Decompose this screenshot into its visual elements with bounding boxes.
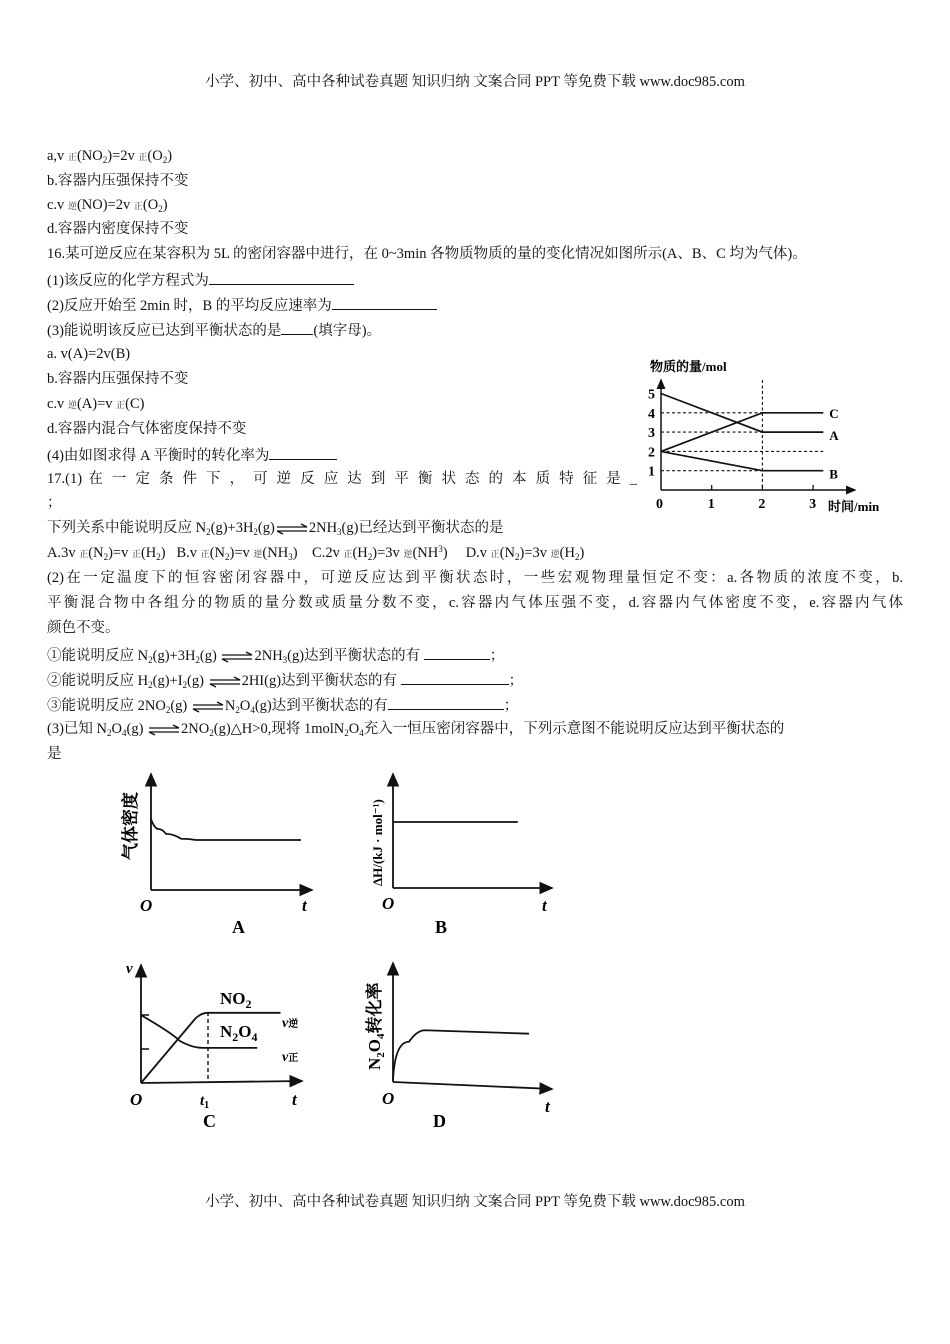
graph-d [364,963,552,1131]
graph-a [120,774,312,937]
x-tick-label: 2 [758,497,766,512]
q17-sub3: ③能说明反应 $2NO_2(g)$ $N_2O_4(g)$达到平衡状态的有 ； [47,695,518,715]
y-tick-label: 4 [648,406,655,422]
graph-c-xlabel: t [292,1090,297,1109]
x-tick-label: 3 [809,497,817,512]
graph-d-ylabel: $N_2O_4$转化率 [365,982,387,1070]
graph-b-ylabel: ΔH/(kJ · mol⁻¹) [370,799,385,886]
graph-c-t1-label: $t_1$ [200,1093,210,1111]
q16-part3: (3)能说明该反应已达到平衡状态的是 (填字母)。 [47,320,381,340]
x-tick-label: 1 [707,497,715,512]
q16-stem: 16.某可逆反应在某容积为 5L 的密闭容器中进行，在 0~3min 各物质物质的量的变化情况如图所示(A、B、C 均为气体)。 [47,246,807,262]
y-tick-label: 1 [648,464,655,480]
q17-option-a: A.3v 正$(N_2)=v$ 正$(H_2)$ [47,545,166,562]
answer-blank[interactable] [388,695,504,710]
graph-d-conversion-curve [393,1030,529,1079]
q17-options [47,544,584,563]
origin-label: 0 [656,497,663,512]
equilibrium-arrow-icon [220,651,254,663]
graph-d-x-axis [393,1082,552,1089]
q17-option-c: C.2v 正$(H_2)=3v$ 逆$(NH^3)$ [312,544,448,562]
answer-blank[interactable] [209,270,354,285]
series-label-C: C [829,405,839,421]
series-label-A: A [829,428,839,444]
graph-c-panel-label: C [203,1111,216,1131]
graph-c-no2-label: $NO_2$ [220,989,252,1011]
q17-relation-intro: 下列关系中能说明反应 $N_2(g)+3H_2(g)$ $2NH_3(g)$已经达到平衡状态的是 [47,520,504,537]
prev-option-b: b.容器内压强保持不变 [47,173,189,189]
graph-a-panel-label: A [232,917,245,937]
graph-c-n2o4-label: $N_2O_4$ [220,1022,258,1044]
q17-graphs [100,770,600,1160]
equilibrium-arrow-icon [208,676,242,688]
graph-c-ylabel: v [126,961,133,977]
prev-option-a: a,v 正$(NO_2)=2v$ 正$(O_2)$ [47,148,173,165]
q17-option-d: D.v 正$(N_2)=3v$ 逆$(H_2)$ [465,545,585,562]
graph-c [126,961,302,1131]
equilibrium-arrow-icon [191,701,225,713]
series-label-B: B [829,466,838,482]
q16-option-a: a. v(A)=2v(B) [47,346,131,362]
graph-c-x-axis [141,1081,302,1083]
graph-c-v-forward-label: v正 [282,1050,299,1065]
prev-option-c: c.v 逆(NO)=2v 正$(O_2)$ [47,197,168,214]
q17-sub2: ②能说明反应 $H_2(g)+I_2(g)$ 2HI(g)达到平衡状态的有 ； [47,670,523,690]
q17-part3: (3)已知 $N_2O_4(g)$ $2NO_2(g)\triangle H>0$,现将 $1molN_2O_4$充入一恒压密闭容器中，下列示意图不能说明反应达到平衡状态的 [47,721,785,738]
graph-b-panel-label: B [435,917,448,937]
q16-option-d: d.容器内混合气体密度保持不变 [47,421,247,437]
chart-xlabel: 时间/min [828,499,880,514]
graph-d-panel-label: D [433,1111,446,1131]
q16-part4: (4)由如图求得 A 平衡时的转化率为 [47,445,337,465]
graph-c-origin: O [130,1090,143,1109]
q16-part2: (2)反应开始至 2min 时，B 的平均反应速率为 [47,295,437,315]
graph-c-v-reverse-label: v逆 [282,1016,299,1031]
graph-b-xlabel: t [542,896,547,915]
q17-part2-line2: 平衡混合物中各组分的物质的量分数或质量分数不变，c.容器内气体压强不变，d.容器内气体密度不变，e.容器内气体 [47,595,903,611]
q17-option-b: B.v 正$(N_2)=v$ 逆$(NH_3)$ [176,545,298,562]
graph-b-origin: O [382,894,395,913]
graph-a-origin: O [140,896,153,915]
q17-sub1: ①能说明反应 $N_2(g)+3H_2(g)$ $2NH_3(g)$达到平衡状态的有 ； [47,645,504,665]
q17-part3-line2: 是 [47,746,62,762]
q17-part2-line3: 颜色不变。 [47,620,120,636]
page-footer: 小学、初中、高中各种试卷真题 知识归纳 文案合同 PPT 等免费下载 www.doc985.com [205,1194,745,1210]
graph-d-xlabel: t [545,1097,550,1116]
q16-option-c: c.v 逆(A)=v 正(C) [47,396,145,412]
graph-a-density-curve [151,819,301,840]
page-header: 小学、初中、高中各种试卷真题 知识归纳 文案合同 PPT 等免费下载 www.doc985.com [205,74,745,90]
q17-part1-cont: ； [47,495,62,511]
q16-amount-chart [640,350,910,520]
graph-b [370,774,552,937]
y-tick-label: 3 [648,426,655,442]
equilibrium-arrow-icon [275,523,309,535]
q16-option-b: b.容器内压强保持不变 [47,371,189,387]
chart-ylabel: 物质的量/mol [650,359,727,374]
answer-blank[interactable] [281,320,313,335]
graph-d-origin: O [382,1089,395,1108]
answer-blank[interactable] [332,295,437,310]
prev-option-d: d.容器内密度保持不变 [47,221,189,237]
equilibrium-arrow-icon [147,724,181,736]
q17-part2-line1: (2)在一定温度下的恒容密闭容器中，可逆反应达到平衡状态时，一些宏观物理量恒定不变：a.各物质的浓度不变，b. [47,570,903,586]
y-tick-label: 5 [648,387,655,403]
q16-part1: (1)该反应的化学方程式为 [47,270,354,290]
y-tick-label: 2 [648,445,655,461]
graph-a-xlabel: t [302,896,307,915]
graph-a-ylabel: 气体密度 [121,792,140,860]
q17-part1: 17.(1) 在 一 定 条 件 下 ， 可 逆 反 应 达 到 平 衡 状 态 的 本 质 特 征 是 _ [47,471,637,487]
series-line-B [661,451,823,470]
answer-blank[interactable] [424,645,490,660]
answer-blank[interactable] [401,670,509,685]
answer-blank[interactable] [269,445,337,460]
